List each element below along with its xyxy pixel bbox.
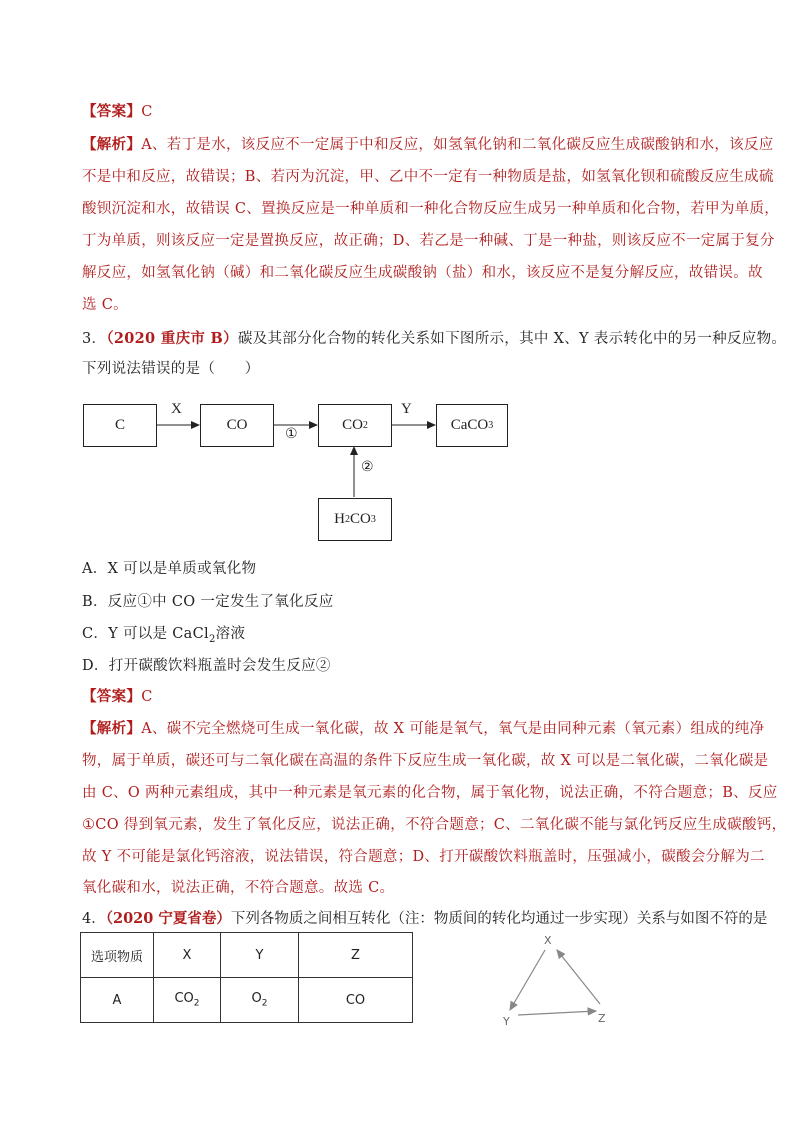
analysis-line: ①CO 得到氧元素，发生了氧化反应，说法正确，不符合题意；C、二氧化碳不能与氯化钙反应生成碳酸钙， [82,817,787,833]
box-h2co3: H 2 CO 3 [318,498,392,541]
analysis-line: 氧化碳和水，说法正确，不符合题意。故选 C。 [82,880,395,896]
table-header: X [154,933,221,978]
label-step-1: ① [285,426,298,442]
table-header: 选项物质 [81,933,154,978]
answer-value: C [141,689,153,705]
analysis-line: 不是中和反应，故错误；B、若丙为沉淀，甲、乙中不一定有一种物质是盐，如氢氧化钡和硫酸反应生成硫 [82,169,774,185]
question-source: （2020 宁夏省卷） [105,910,231,927]
analysis-line: 物，属于单质，碳还可与二氧化碳在高温的条件下反应生成一氧化碳，故 X 可以是二氧化碳，二氧化碳是 [82,753,769,769]
table-cell: $CO_2$ [154,978,221,1023]
box-c: C [83,404,157,447]
triangle-label-y: Y [503,1015,510,1028]
table-header: Z [299,933,413,978]
table-cell: A [81,978,154,1023]
analysis-tag: 【解析】 [82,136,142,153]
question-number: 4． [82,911,106,927]
label-x: X [171,401,182,417]
triangle-label-z: Z [598,1012,606,1025]
analysis-line: 选 C。 [82,297,128,313]
question-source: （2020 重庆市 B） [106,330,238,347]
analysis-line: 由 C、O 两种元素组成，其中一种元素是氧元素的化合物，属于氧化物，说法正确，不符合题意；B、反应 [82,785,778,801]
analysis-line: 解反应，如氢氧化钠（碱）和二氧化碳反应生成碳酸钠（盐）和水，该反应不是复分解反应，故错误。故 [82,265,763,281]
label-y: Y [401,401,412,417]
box-co2: CO 2 [318,404,392,447]
table-cell: $O_2$ [221,978,299,1023]
answer-value: C [141,104,153,120]
box-caco3: CaCO 3 [436,404,508,447]
question-number: 3． [82,331,107,347]
box-co: CO [200,404,274,447]
question-4-stem: 4．（2020 宁夏省卷）下列各物质之间相互转化（注：物质间的转化均通过一步实现）关系与如图不符的是 [82,910,768,927]
question-3-stem: 3．（2020 重庆市 B）碳及其部分化合物的转化关系如下图所示，其中 X、Y 表示转化中的另一种反应物。 [82,330,787,347]
option-a: A．X 可以是单质或氧化物 [82,561,257,577]
analysis-tag: 【解析】 [82,720,142,737]
table-header: Y [221,933,299,978]
analysis-line: 丁为单质，则该反应一定是置换反应，故正确；D、若乙是一种碱、丁是一种盐，则该反应不一定属于复分 [82,233,775,249]
option-c: C．Y 可以是 CaCl$_2$溶液 [82,626,246,645]
answer-tag: 【答案】 [82,688,142,705]
analysis-line: 【解析】A、若丁是水，该反应不一定属于中和反应，如氢氧化钠和二氧化碳反应生成碳酸钠和水，该反应 [82,136,774,153]
option-d: D．打开碳酸饮料瓶盖时会发生反应② [82,658,331,674]
answer-tag: 【答案】 [82,103,142,120]
option-b: B．反应①中 CO 一定发生了氧化反应 [82,594,334,610]
question-3-stem-2: 下列说法错误的是（ ） [82,361,260,377]
analysis-line: 故 Y 不可能是氯化钙溶液，说法错误，符合题意；D、打开碳酸饮料瓶盖时，压强减小，碳酸会分解为二 [82,849,765,865]
triangle-label-x: X [544,934,552,947]
table-cell: CO [299,978,413,1023]
analysis-line: 酸钡沉淀和水，故错误 C、置换反应是一种单质和一种化合物反应生成另一种单质和化合物，若甲为单质， [82,201,780,217]
label-step-2: ② [361,459,374,475]
analysis-line: 【解析】A、碳不完全燃烧可生成一氧化碳，故 X 可能是氧气，氧气是由同种元素（氧元素）组成的纯净 [82,720,765,737]
